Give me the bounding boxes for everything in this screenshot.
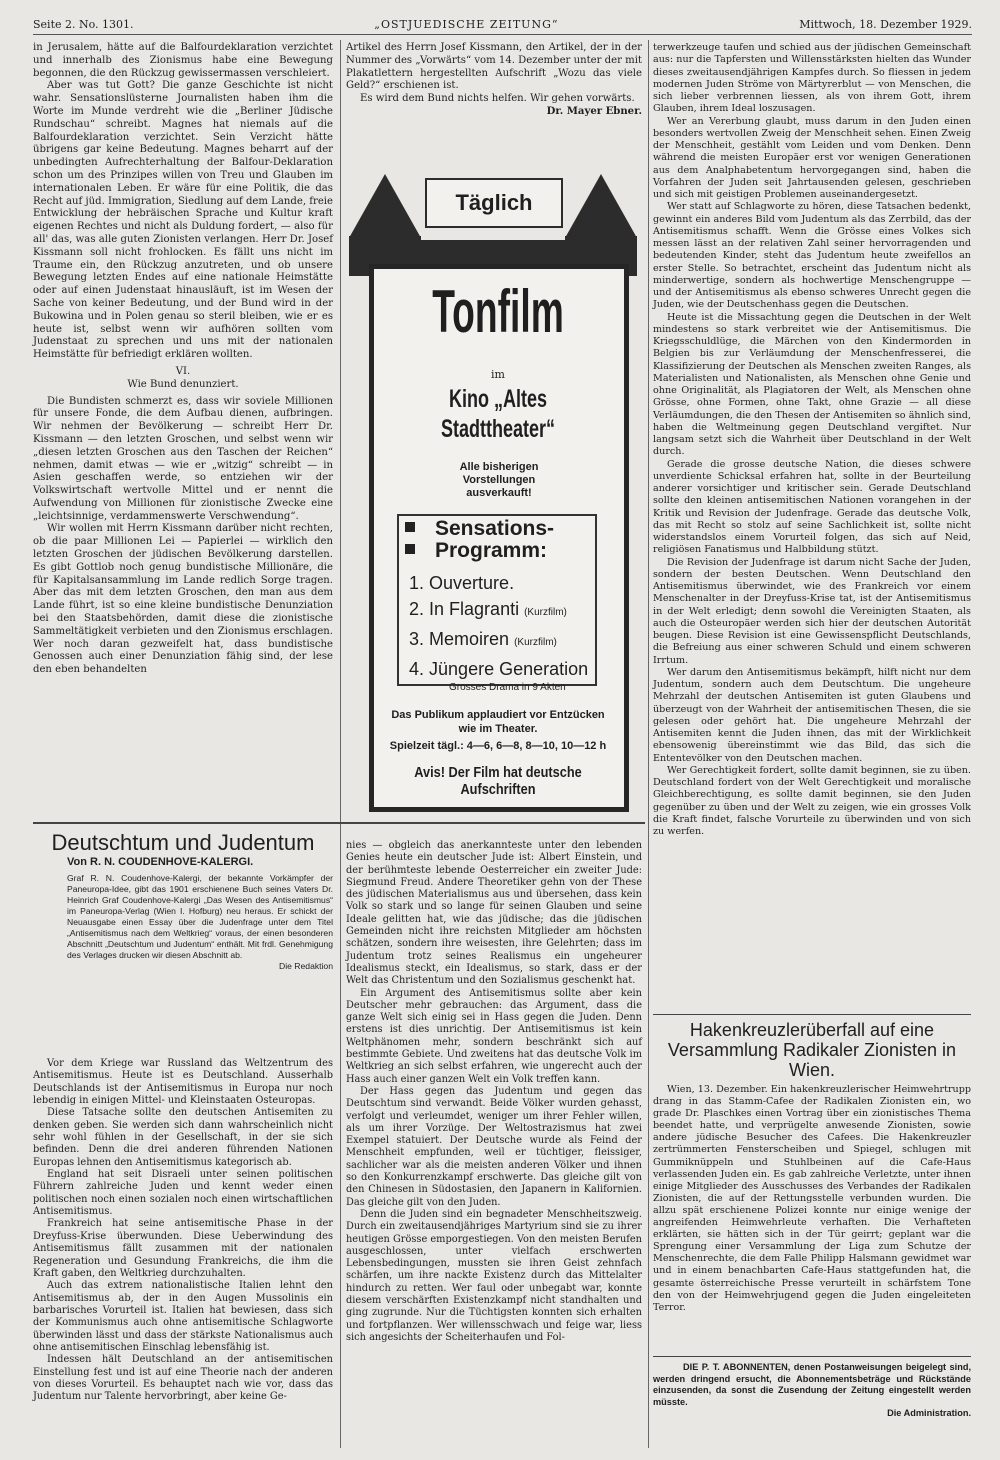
article-editor: Die Redaktion <box>279 960 333 971</box>
program-item <box>409 656 588 682</box>
article-rule <box>33 822 645 824</box>
program-number: 3. <box>409 629 425 649</box>
paragraph: in Jerusalem, hätte auf die Balfourdeklaration verzichtet und innerhalb des Zionismus habe eine Bewegung begonnen, die den Rückzug gewissermassen verschleiert. <box>33 42 333 79</box>
news-body: Wien, 13. Dezember. Ein hakenkreuzlerischer Heimwehrtrupp drang in das Stamm-Cafee der Radikalen Zionisten ein, wo grade Dr. Plaschkes einen Vortrag über ein zionistisches Thema beendet hatte, und verprügelte anwesende Zionisten, sowie andere jüdische Besucher des Cafees. Die Hakenkreuzler zertrümmerten Fensterscheiben und Spiegel, schlugen mit Gummiknüppeln und Stuhlbeinen auf die Cafe-Haus verlassenden Juden ein. Es gab zahlreiche Verletzte, unter ihnen einige Mitglieder des Ausschusses des Verbandes der Radikalen Zionisten, die auf der Rettungsstelle verbunden wurden. Die allzu spät erschienene Polizei konnte nur einige wenige der angreifenden Heimwehrleute verhaften. Die Verhafteten erklärten, sie hätten sich in der Tür geirrt; geplant war die Sprengung einer Versammlung der Liga zum Schutze der Menschenrechte, die dem Falle Philipp Halsmann gewidmet war und in einem benachbarten Cafe-Haus stattgefunden hat, die gesamte österreichische Presse verurteilt in schärfstem Tone den von der Heimwehrjugend gegen die Juden eingeleiteten Terror. <box>653 1084 971 1313</box>
ad-banner: Täglich <box>425 178 563 228</box>
paragraph: Diese Tatsache sollte den deutschen Antisemiten zu denken geben. Sie werden sich dann wahrscheinlich nicht sehr wohl fühlen in der Gesellschaft, in der sie sich befinden. Denn die drei anderen führenden Nationen Europas lehnen den Antisemitismus kategorisch ab. <box>33 1107 333 1168</box>
paragraph: Wir wollen mit Herrn Kissmann darüber nicht rechten, ob die paar Millionen Lei — Papierlei — wirklich den letzten Groschen der jüdischen Bevölkerung darstellen. Es gibt Gottlob noch genug bundistische Millionäre, die für Kapitalsansammlung im Lande redlich Sorge tragen. Aber das mit dem letzten Groschen, den man aus dem Lande führt, ist so eine kleine bundistische Denunziation bei den Staatsbehörden, damit diese die zionistische Sammeltätigkeit verbieten und den Zionismus erschlagen. Wer noch daran gezweifelt hat, dass bundistische Genossen auch einer Denunziation fähig sind, der lese den eben behandelten <box>33 523 333 676</box>
program-title: Ouverture. <box>429 573 515 593</box>
program-item <box>409 570 588 596</box>
section-number: VI. <box>175 365 191 377</box>
signature: Dr. Mayer Ebner. <box>546 105 642 117</box>
ad-sold-out: Alle bisherigen Vorstellungen ausverkauft! <box>459 461 539 499</box>
ad-venue: Kino „Altes Stadttheater“ <box>440 385 556 443</box>
notice-sign: Die Administration. <box>887 1408 971 1419</box>
program-title: In Flagranti <box>429 599 520 619</box>
article-column-b <box>346 840 642 1344</box>
paragraph: Ein Argument des Antisemitismus sollte aber kein Deutscher mehr gebrauchen: das Argument, dass die ganze Welt sich einig sei in Hass gegen die Juden. Denn erstens ist dies unrichtig. Der Antisemitismus ist kein Weltphänomen mehr, sondern beschränkt sich auf bestimmte Gebiete. Und zweitens hat das deutsche Volk im Weltkrieg an sich selbst erfahren, wie ungerecht auch der Hass auch einer ganzen Welt ein Volk treffen kann. <box>346 987 642 1085</box>
program-list <box>409 570 588 694</box>
paragraph: Wer statt auf Schlagworte zu hören, diese Tatsachen bedenkt, gewinnt ein anderes Bild vom Judentum als das Zerrbild, das der Antisemitismus schafft. Wenn die Grösse eines Volkes sich messen lässt an der relativen Zahl seiner hervorragenden und bedeutenden Kinder, steht das Judentum heute zweifellos an erster Stelle. So betrachtet, erscheint das Judentum nicht als minderwertige, sondern als hochwertige Menschengruppe — und der Antisemitismus als ebenso schweres Unrecht gegen die Juden, wie der Deutschenhass gegen die Deutschen. <box>653 201 971 311</box>
program-number: 4. <box>409 659 425 679</box>
ad-showtimes: Spielzeit tägl.: 4—6, 6—8, 8—10, 10—12 h <box>389 740 607 752</box>
square-ornament <box>405 544 415 554</box>
paragraph: nies — obgleich das anerkannteste unter den lebenden Genies heute ein deutscher Jude ist: Albert Einstein, und der berühmteste lebende Oesterreicher ein zweiter Jude: Siegmund Freud. Andere Theoretiker gehn von der These des jüdischen Materialismus aus und übersehen, dass kein Volk so stark und so lange für seinen Glauben und seine Ideale gelitten hat, wie das jüdische; das die jüdischen Gemeinden nicht ihre reichsten Mitglieder am höchsten schätzen, sondern ihre weisesten, ihre Gelehrten; dass im Judentum trotz seines Realismus ein ungeheurer Idealismus steckt, ein Idealismus, so stark, dass er der Welt das Christentum und den Sozialismus geschenkt hat. <box>346 840 642 987</box>
page-number: Seite 2. No. 1301. <box>33 17 134 31</box>
page-header <box>33 14 972 35</box>
paragraph: Aber was tut Gott? Die ganze Geschichte ist nicht wahr. Sensationslüsterne Journalisten haben ihm die Worte im Munde verdreht wie die „Berliner Jüdische Rundschau“ schreibt. Magnes hat niemals auf die Balfourdeklaration verzichtet. Sein Verzicht hätte übrigens gar keine Bedeutung. Magnes beharrt auf der unbedingten Aufrechterhaltung der Balfour-Deklaration schon um des Prinzipes willen von Treu und Glauben im internationalen Leben. Er wäre für eine Politik, die das Recht auf jüd. Immigration, Siedlung auf dem Lande, freie Entwicklung der hebräischen Sprache und Kultur kraft eigenen Rechtes und nicht als Duldung fordert, — also für all' das, was alle guten Zionisten verlangen. Herr Dr. Josef Kissmann soll nicht frohlocken. Es fällt uns nicht im Traume ein, den Rückzug anzutreten, und ob unsere Bewegung letzten Endes auf eine nationale Heimstätte oder auf einen Judenstaat hinausläuft, ist im Wesen der Sache von keiner Bedeutung, und der Bund wird in der Bukowina und in Polen genau so steril bleiben, wie er es heute ist, selbst wenn wir aufhören sollten vom Judenstaat zu sprechen und uns mit der nationalen Heimstätte für befriedigt erklären wollten. <box>33 80 333 361</box>
program-item <box>409 626 588 656</box>
subscriber-notice <box>653 1362 971 1420</box>
program-note: Grosses Drama in 9 Akten <box>449 682 566 693</box>
paragraph: Wer Gerechtigkeit fordert, sollte damit beginnen, sie zu üben. Deutschland fordert von der Welt Gerechtigkeit und moralische Gleichberechtigung, es sollte damit beginnen, sie den Juden gegenüber zu üben und der Welt zu zeigen, wie ein grosses Volk die Kraft findet, falsche Vorurteile zu überwinden und von sich zu werfen. <box>653 764 971 837</box>
paragraph: Indessen hält Deutschland an der antisemitischen Einstellung fest und ist auf eine Theorie nach der anderen von dieses Vorurteil. Es behauptet nach wie vor, dass das Judentum nur Talente hervorbringt, aber keine Ge- <box>33 1354 333 1403</box>
article-column-a <box>33 1058 333 1404</box>
program-title: Jüngere Generation <box>429 659 589 679</box>
article-title: Deutschtum und Judentum <box>51 830 315 855</box>
article-byline: Von R. N. COUDENHOVE-KALERGI. <box>67 856 254 868</box>
ad-title: Tonfilm <box>432 278 564 345</box>
paragraph: terwerkzeuge taufen und schied aus der jüdischen Gemeinschaft aus: nur die Tapfersten und Willensstärksten hielten das Wunder dieses zweitausendjährigen Kampfes durch. So fliessen in jedem modernen Juden Ströme von Märtyrerblut — von Menschen, die sich lieber verbrennen liessen, als von ihrem Gott, ihrem Glauben, ihrem Ideal loszusagen. <box>653 42 971 115</box>
paragraph: Auch das extrem nationalistische Italien lehnt den Antisemitismus ab, der in den Augen Mussolinis ein barbarisches Vorurteil ist. Italien hat bewiesen, dass sich der Kommunismus auch ohne antisemitische Schlagworte überwinden lässt und dass der stärkste Nationalismus auch ohne antisemitischen Einschlag lebensfähig ist. <box>33 1280 333 1353</box>
program-note: (Kurzfilm) <box>514 637 557 648</box>
notice-text: DIE P. T. ABONNENTEN, denen Postanweisungen beigelegt sind, werden dringend ersucht, die Abonnementsbeträge und Rückstände einzusenden, da sonst die Zusendung der Zeitung eingestellt werden müsste. <box>653 1362 971 1407</box>
program-number: 2. <box>409 599 425 619</box>
column-rule <box>648 40 649 1448</box>
paragraph: Wer darum den Antisemitismus bekämpft, hilft nicht nur dem Judentum, sondern auch dem Deutschtum. Die ungeheure Mehrzahl der deutschen Antisemiten ist guten Glaubens und überzeugt von der Wahrheit der antisemitischen Thesen, die sie gelesen oder gehört hat. Die ungeheure Mehrzahl der Antisemiten kennt die Juden ihnen, das mit der Wirklichkeit ebensowenig übereinstimmt wie das Bild, das sich die Ententevölker von den Deutschen machen. <box>653 666 971 764</box>
ad-notice: Avis! Der Film hat deutsche Aufschriften <box>414 764 582 798</box>
program-title: Memoiren <box>429 629 510 649</box>
ad-im: im <box>491 368 505 381</box>
paragraph: Der Hass gegen das Judentum und gegen das Deutschtum sind verwandt. Beide Völker wurden gehasst, verfolgt und verleumdet, weniger um ihrer Fehler willen, als um ihrer Vorzüge. Der Weltostrazismus hat zwei Exempel statuiert. Der Deutsche wurde als Feind der Menschheit empfunden, weil er tüchtiger, fleissiger, sachlicher war als die meisten anderen Völker und ihnen so den Konkurrenzkampf erschwerte. Das gleiche gilt von den Chinesen in Südostasien, den Japanern in Kalifornien. Das gleiche gilt von den Juden. <box>346 1085 642 1208</box>
paragraph: Vor dem Kriege war Russland das Weltzentrum des Antisemitismus. Heute ist es Deutschland. Ausserhalb Deutschlands ist der Antisemitismus in Europa nur noch lebendig in einigen Mittel- und Kleinstaaten Osteuropas. <box>33 1058 333 1107</box>
paragraph: Gerade die grosse deutsche Nation, die dieses schwere unverdiente Schicksal erfahren hat, sollte in der Beurteilung anderer vorsichtiger und kritischer sein. Gerade Deutschland sollte den kleinen antisemitischen Nationen vorangehen in der Kritik und Revision der Judenfrage. Gerade das deutsche Volk, das mit Recht so stolz auf seine Sachlichkeit ist, sollte nicht widerstandslos einem Vorurteil folgen, das sich auf Neid, religiösen Fanatismus und Halbbildung stützt. <box>653 458 971 556</box>
ad-applause: Das Publikum applaudiert vor Entzücken wie im Theater. <box>391 709 605 735</box>
paragraph: England hat seit Disraeli unter seinen politischen Führern zahlreiche Juden und kennt weder einen politischen noch einen sozialen noch einen wirtschaftlichen Antisemitismus. <box>33 1169 333 1218</box>
paragraph: Wer an Vererbung glaubt, muss darum in den Juden einen besonders wertvollen Zweig der Menschheit sehen. Einen Zweig der Menschheit, gestählt vom Leiden und vom Denken. Denn während die meisten Europäer erst vor wenigen Generationen aus dem Analphabetentum hervorgegangen sind, haben die Vorfahren der Juden seit Jahrtausenden gelesen, geschrieben und sich mit geistigen Problemen auseinandergesetzt. <box>653 115 971 200</box>
notice-rule <box>653 1356 971 1357</box>
tower-roof-right <box>565 174 637 238</box>
paragraph: Denn die Juden sind ein begnadeter Menschheitszweig. Durch ein zweitausendjähriges Martyrium sind sie zu ihrer heutigen Grösse emporgestiegen. Von den meisten Berufen ausgeschlossen, unter vielfach erschwerten Lebensbedingungen, mussten sie ihren Geist zehnfach schärfen, um ihre nackte Existenz durch das Mittelalter hindurch zu retten. Wer faul oder unbegabt war, konnte diesem verschärften Existenzkampf nicht standhalten und ging zugrunde. Nur die Tüchtigsten konnten sich erhalten und fortpflanzen. Wer willensschwach und feige war, liess sich angesichts der Scheiterhaufen und Fol- <box>346 1208 642 1343</box>
tower-roof-left <box>349 174 421 238</box>
paragraph: Frankreich hat seine antisemitische Phase in der Dreyfuss-Krise überwunden. Diese Ueberwindung des Antisemitismus fällt zusammen mit der nationalen Regeneration und Gesundung Frankreichs, die ihm die Kraft gaben, den Weltkrieg durchzuhalten. <box>33 1218 333 1279</box>
program-item <box>409 596 588 626</box>
column-1-text <box>33 42 333 677</box>
article-head <box>33 830 333 974</box>
program-note: (Kurzfilm) <box>524 607 567 618</box>
paragraph: Artikel des Herrn Josef Kissmann, den Artikel, der in der Nummer des „Vorwärts“ vom 14. Dezember unter der mit Plakatlettern hergestellten Aufschrift „Wozu das viele Geld?“ erschienen ist. <box>346 42 642 92</box>
newspaper-title: „OSTJUEDISCHE ZEITUNG“ <box>374 17 559 31</box>
news-rule <box>653 1014 971 1015</box>
article-intro: Graf R. N. Coudenhove-Kalergi, der bekannte Vorkämpfer der Paneuropa-Idee, gibt das 1901 erschienene Buch seines Vaters Dr. Heinrich Graf Coudenhove-Kalergi „Das Wesen des Antisemitismus“ im Paneuropa-Verlag (Wien I. Hofburg) neu heraus. Er schickt der Neuausgabe einen Essay über die Judenfrage unter dem Titel „Antisemitismus nach dem Weltkrieg“ voraus, der einen besonderen Abschnitt „Deutschtum und Judentum“ enthält. Mit frdl. Genehmigung des Verlages drucken wir diesen Abschnitt ab. <box>67 872 333 960</box>
section-heading: Wie Bund denunziert. <box>127 378 239 390</box>
program-number: 1. <box>409 573 425 593</box>
paragraph: Es wird dem Bund nichts helfen. Wir gehen vorwärts. <box>360 93 635 105</box>
issue-date: Mittwoch, 18. Dezember 1929. <box>799 17 972 31</box>
news-item <box>653 1020 971 1314</box>
program-title: Sensations-Programm: <box>435 517 555 562</box>
news-title: Hakenkreuzlerüberfall auf eine Versammlung Radikaler Zionisten in Wien. <box>667 1020 957 1080</box>
column-2-text <box>346 42 642 119</box>
column-rule <box>340 40 341 1448</box>
cinema-advertisement <box>345 156 641 808</box>
square-ornament <box>405 522 415 532</box>
paragraph: Die Revision der Judenfrage ist darum nicht Sache der Juden, sondern der besten Deutschen. Wenn Deutschland den Antisemitismus überwindet, wie des Frankreich vor einem Menschenalter in der Dreyfuss-Krise tat, ist der Antisemitismus in der Welt erledigt; denn sowohl die Vereinigten Staaten, als auch die Osteuropäer werden sich hier der deutschen Autorität beugen. Diese Revision ist eine Gewissenspflicht Deutschlands, die Befreiung aus einer schweren Schuld und einem schweren Irrtum. <box>653 556 971 666</box>
paragraph: Heute ist die Missachtung gegen die Deutschen in der Welt mindestens so stark verbreitet wie der Antisemitismus. Die Kriegsschuldlüge, die Märchen von den Kindermorden in Belgien bis zur Verläumdung der Menschenfresserei, die Klassifizierung der Deutschen als Menschen zweiten Ranges, als Materialisten und Nationalisten, als Menschen ohne Genie und ohne Originalität, als Plagiatoren der Welt, als Menschen ohne Grösse, ohne Formen, ohne Takt, ohne Grazie — all diese Verläumdungen, die den Thesen der Antisemiten so ähnlich sind, haben die Weltmeinung gegen Deutschland vergiftet. Nur langsam setzt sich die Wahrheit über Deutschland in der Welt durch. <box>653 311 971 458</box>
column-3-text <box>653 42 971 838</box>
paragraph: Die Bundisten schmerzt es, dass wir soviele Millionen für unsere Fonde, die dem Aufbau dienen, aufbringen. Wir nehmen der Bevölkerung — schreibt Herr Dr. Kissmann — den letzten Groschen, und selbst wenn wir „diesen letzten Groschen aus den Taschen der Reichen“ nehmen, damit etwas — wie er „witzig“ schreibt — in Asien geschaffen werde, so entziehen wir der Volkswirtschaft wertvolle Mittel und er nennt die Aufwendung von Millionen für zionistische Zwecke eine „leichtsinnige, verdammenswerte Verschwendung“. <box>33 395 333 522</box>
